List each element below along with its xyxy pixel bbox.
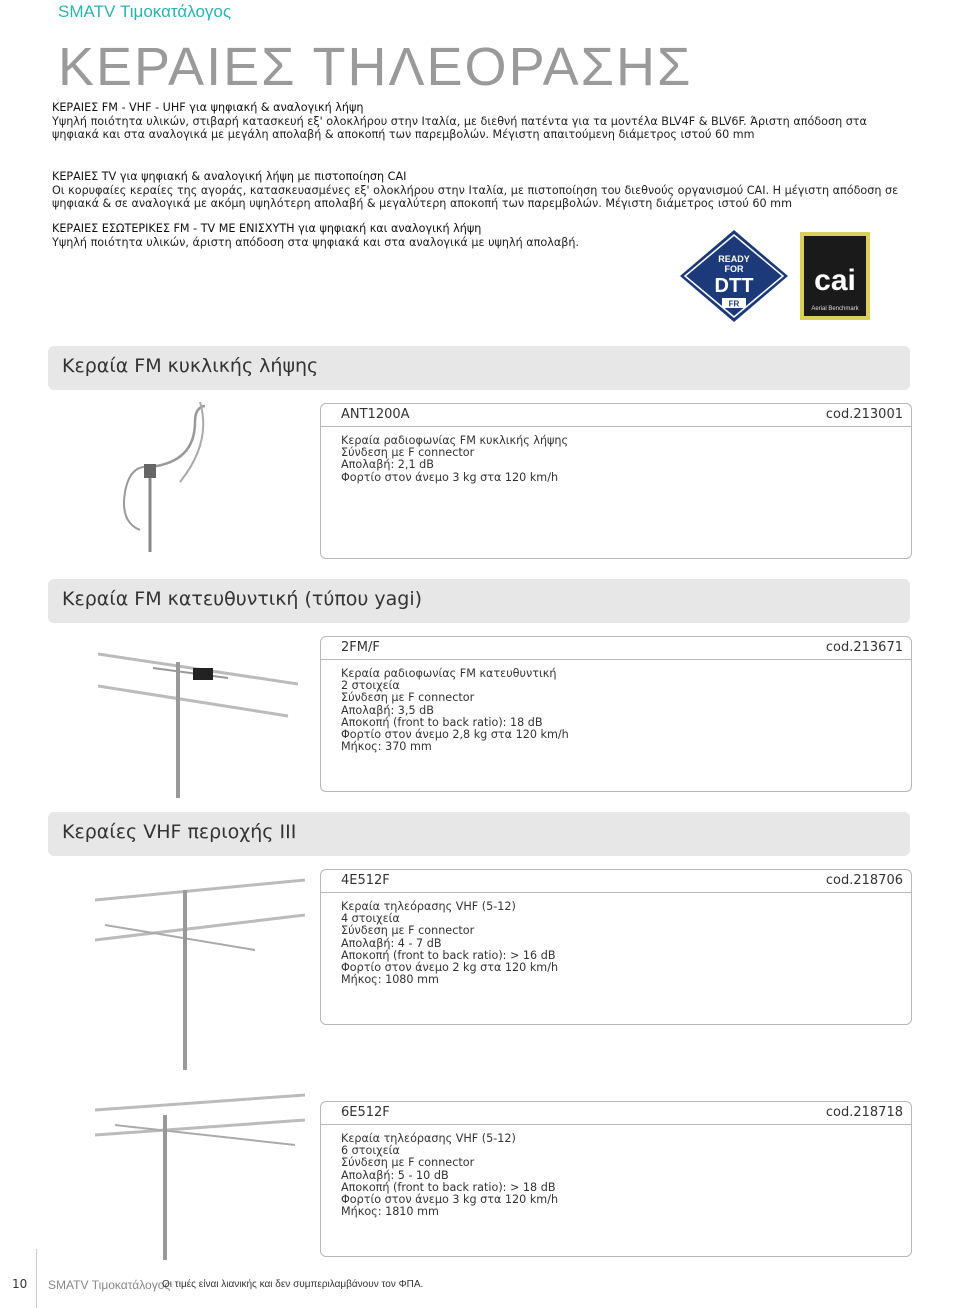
- page-number-box: [0, 1249, 37, 1308]
- section-fm-circular: [48, 346, 910, 390]
- intro-block-cai: [52, 170, 912, 211]
- spec-line: Απολαβή: 2,1 dB: [341, 458, 434, 472]
- spec-line: Μήκος: 1810 mm: [341, 1205, 439, 1219]
- section-title: Κεραία FM κατευθυντική (τύπου yagi): [62, 588, 423, 610]
- intro-text: Οι κορυφαίες κεραίες της αγοράς, κατασκευασμένες εξ' ολοκλήρου στην Ιταλία, με πιστοποίηση του διεθνούς οργανισμού CAI. Η μέγιστη απόδοση σε ψηφιακά & σε αναλογικά με ακόμη υψηλότερη απολαβή & μεγαλύτερη αποκοπή των παρεμβολών. Μέγιστη διάμετρος ιστού 60 mm: [52, 183, 899, 210]
- spec-line: Μήκος: 370 mm: [341, 740, 432, 754]
- page-number: 10: [12, 1277, 28, 1291]
- product-specs: [321, 1125, 911, 1218]
- intro-block-fm-vhf-uhf: [52, 101, 912, 142]
- card-header: [321, 404, 911, 427]
- vhf-antennas-image: [95, 870, 305, 1260]
- card-header: [321, 637, 911, 660]
- page-title: ΚΕΡΑΙΕΣ ΤΗΛΕΟΡΑΣΗΣ: [58, 37, 693, 97]
- product-code: cod.218706: [825, 873, 903, 888]
- spec-line: Φορτίο στον άνεμο 2,8 kg στα 120 km/h: [341, 728, 569, 742]
- product-model: ANT1200A: [341, 407, 410, 422]
- card-header: [321, 1102, 911, 1125]
- intro-text: Υψηλή ποιότητα υλικών, άριστη απόδοση στα ψηφιακά και στα αναλογικά με υψηλή απολαβή.: [52, 235, 580, 249]
- spec-line: Σύνδεση με F connector: [341, 691, 475, 705]
- svg-text:cai: cai: [814, 264, 856, 297]
- product-card-4e512f: [320, 869, 912, 1025]
- spec-line: Φορτίο στον άνεμο 3 kg στα 120 km/h: [341, 1193, 559, 1207]
- product-card-ant1200a: [320, 403, 912, 559]
- product-specs: [321, 427, 911, 484]
- spec-line: Αποκοπή (front to back ratio): 18 dB: [341, 715, 543, 729]
- spec-line: Κεραία ραδιοφωνίας FM κυκλικής λήψης: [341, 434, 569, 447]
- spec-line: 4 στοιχεία: [341, 912, 400, 926]
- product-code: cod.218718: [825, 1105, 903, 1120]
- product-card-2fm-f: [320, 636, 912, 792]
- brand-header: SMATV Τιμοκατάλογος: [58, 2, 232, 21]
- intro-text: Υψηλή ποιότητα υλικών, στιβαρή κατασκευή εξ' ολοκλήρου στην Ιταλία, με διεθνή πατέντα για τα μοντέλα BLV4F & BLV6F. Άριστη απόδοση στα ψηφιακά και στα αναλογικά με μεγάλη απολαβή & αποκοπή των παρεμβολών. Μέγιστη απαιτούμενη διάμετρος ιστού 60 mm: [52, 114, 867, 141]
- spec-line: Απολαβή: 5 - 10 dB: [341, 1168, 449, 1182]
- spec-line: Κεραία ραδιοφωνίας FM κατευθυντική: [341, 667, 557, 680]
- product-code: cod.213001: [825, 407, 903, 422]
- svg-text:DTT: DTT: [714, 275, 754, 297]
- footer-vat-note: Οι τιμές είναι λιανικής και δεν συμπεριλαμβάνουν τον ΦΠΑ.: [162, 1279, 424, 1290]
- svg-text:FOR: FOR: [724, 264, 744, 274]
- svg-text:Aerial Benchmark: Aerial Benchmark: [811, 306, 859, 312]
- ready-for-dtt-logo: [680, 230, 788, 322]
- product-model: 2FM/F: [341, 640, 380, 655]
- svg-text:FR: FR: [728, 299, 740, 309]
- card-header: [321, 870, 911, 893]
- footer-brand: SMATV Τιμοκατάλογος: [48, 1278, 171, 1292]
- spec-line: Αποκοπή (front to back ratio): > 16 dB: [341, 948, 556, 962]
- cai-certification-logo: [800, 232, 870, 320]
- intro-heading: ΚΕΡΑΙΕΣ FM - VHF - UHF για ψηφιακή & αναλογική λήψη: [52, 101, 364, 114]
- product-code: cod.213671: [825, 640, 903, 655]
- section-title: Κεραίες VHF περιοχής ΙΙΙ: [62, 821, 297, 843]
- spec-line: Σύνδεση με F connector: [341, 1156, 475, 1170]
- spec-line: Σύνδεση με F connector: [341, 924, 475, 938]
- spec-line: 2 στοιχεία: [341, 679, 400, 693]
- product-model: 4E512F: [341, 873, 390, 888]
- fm-yagi-antenna-image: [98, 648, 298, 798]
- section-vhf-band3: [48, 812, 910, 856]
- intro-heading: ΚΕΡΑΙΕΣ ΕΣΩΤΕΡΙΚΕΣ FM - TV ΜΕ ΕΝΙΣΧΥΤΗ για ψηφιακή και αναλογική λήψη: [52, 222, 482, 235]
- spec-line: Κεραία τηλεόρασης VHF (5-12): [341, 1132, 516, 1145]
- spec-line: Μήκος: 1080 mm: [341, 973, 439, 987]
- section-title: Κεραία FM κυκλικής λήψης: [62, 355, 319, 377]
- intro-heading: ΚΕΡΑΙΕΣ TV για ψηφιακή & αναλογική λήψη με πιστοποίηση CAI: [52, 170, 407, 183]
- spec-line: Κεραία τηλεόρασης VHF (5-12): [341, 900, 516, 913]
- product-card-6e512f: [320, 1101, 912, 1257]
- spec-line: Αποκοπή (front to back ratio): > 18 dB: [341, 1180, 556, 1194]
- svg-text:READY: READY: [718, 254, 750, 264]
- spec-line: Σύνδεση με F connector: [341, 446, 475, 460]
- spec-line: Απολαβή: 4 - 7 dB: [341, 936, 442, 950]
- fm-circular-antenna-image: [110, 402, 240, 552]
- product-specs: [321, 660, 911, 753]
- spec-line: Φορτίο στον άνεμο 2 kg στα 120 km/h: [341, 961, 559, 975]
- spec-line: Απολαβή: 3,5 dB: [341, 703, 434, 717]
- product-specs: [321, 893, 911, 986]
- spec-line: Φορτίο στον άνεμο 3 kg στα 120 km/h: [341, 470, 559, 484]
- spec-line: 6 στοιχεία: [341, 1144, 400, 1158]
- product-model: 6E512F: [341, 1105, 390, 1120]
- section-fm-yagi: [48, 579, 910, 623]
